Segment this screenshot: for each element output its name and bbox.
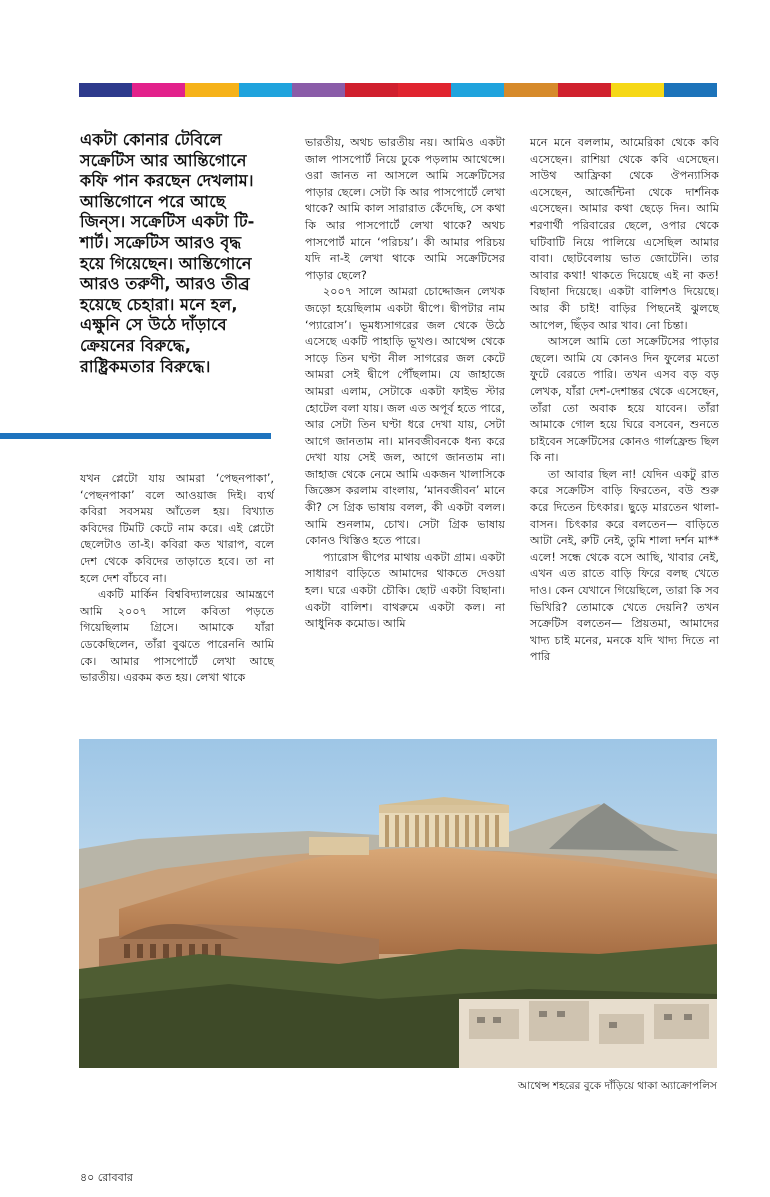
paragraph: মনে মনে বললাম, আমেরিকা থেকে কবি এসেছেন। রাশিয়া থেকে কবি এসেছেন। সাউথ আফ্রিকা থেকে ঔপন্যাসিক এসেছেন, আর্জেন্টিনা থেকে দার্শনিক এসেছেন। আমার কথা ছেড়ে দিন। আমি শরণার্থী পরিবারের ছেলে, ওপার থেকে ঘটিবাটি নিয়ে পালিয়ে এসেছিল আমার বাবা। ছোটবেলায় ভাত জোটেনি। তার আবার কথা! থাকতে দিয়েছে এই না কত! বিছানা দিয়েছে। একটা বালিশও দিয়েছে। আর কী চাই! বাড়ির পিছনেই ঝুলছে আপেল, ছিঁড়ব আর খাব। নো চিন্তা। [530, 136, 719, 332]
color-strip-segment [132, 83, 185, 97]
column-2 [305, 135, 505, 633]
color-strip-segment [398, 83, 451, 97]
pull-quote-rule [0, 433, 271, 439]
paragraph: প্যারোস দ্বীপের মাথায় একটা গ্রাম। একটা সাধারণ বাড়িতে আমাদের থাকতে দেওয়া হল। ঘরে একটা চৌকি। ছোট একটা বিছানা। একটা বালিশ। বাথরুমে একটা কল। না আধুনিক কমোড। আমি [305, 550, 505, 631]
paragraph: ভারতীয়, অথচ ভারতীয় নয়। আমিও একটা জাল পাসপোর্ট নিয়ে ঢুকে পড়লাম আথেন্সে। ওরা জানত না আসলে আমি সক্রেটিসের পাড়ার ছেলে। সেটা কি আর পাসপোর্টে লেখা থাকে? আমি কাল সারারাত কেঁদেছি, সে কথা কি আর পাসপোর্টে লেখা থাকে? অথচ পাসপোর্ট মানে ‘পরিচয়’। কী আমার পরিচয় যদি না-ই লেখা থাকে আমি সক্রেটিসের পাড়ার ছেলে? [305, 136, 505, 282]
color-strip-segment [345, 83, 398, 97]
color-strip-segment [664, 83, 717, 97]
page-folio: ৪০ রোববার [80, 1171, 133, 1184]
column-1 [80, 471, 274, 687]
paragraph: তা আবার ছিল না! যেদিন একটু রাত করে সক্রেটিস বাড়ি ফিরতেন, বউ শুরু করে দিতেন চিৎকার। ছুড়ে মারতেন থালা-বাসন। চিৎকার করে বলতেন— বাড়িতে আটা নেই, রুটি নেই, তুমি শালা দর্শন মা** এলে! সন্ধে থেকে বসে আছি, খাবার নেই, এখন এত রাতে বাড়ি ফিরে বলছ খেতে দাও। কেন যেখানে গিয়েছিলে, তারা কি সব ভিখিরি? তোমাকে খেতে দেয়নি? তখন সক্রেটিস বলতেন— প্রিয়তমা, আমাদের খাদ্য চাই মনের, মনকে যদি খাদ্য দিতে না পারি [530, 467, 719, 664]
pull-quote: একটা কোনার টেবিলে সক্রেটিস আর আন্তিগোনে কফি পান করছেন দেখলাম। আন্তিগোনে পরে আছে জিন্‌স। সক্রেটিস একটা টি-শার্ট। সক্রেটিস আরও বৃদ্ধ হয়ে গিয়েছেন। আন্তিগোনে আরও তরুণী, আরও তীব্র হয়েছে চেহারা। মনে হল, এক্ষুনি সে উঠে দাঁড়াবে ক্রেয়নের বিরুদ্ধে, রাষ্ট্রিকমতার বিরুদ্ধে। [80, 130, 255, 376]
paragraph: ২০০৭ সালে আমরা চোদ্দোজন লেখক জড়ো হয়েছিলাম একটা দ্বীপে। দ্বীপটার নাম ‘প্যারোস’। ভূমধ্যসাগরের জল থেকে উঠে এসেছে একটি পাহাড়ি ভূখণ্ড। আথেন্স থেকে সাড়ে তিন ঘণ্টা নীল সাগরের জল কেটে আমরা সেই দ্বীপে পৌঁছলাম। যে জাহাজে আমরা এলাম, সেটাকে একটা ফাইভ স্টার হোটেল বলা যায়। জল এত অপূর্ব হতে পারে, আর সেটা তিন ঘণ্টা ধরে দেখা যায়, সেটা আগে জানতাম না। মানবজীবনকে ধন্য করে দেখা যায় সেই জল, আগে জানতাম না। জাহাজ থেকে নেমে আমি একজন খালাসিকে জিজ্ঞেস করলাম বাংলায়, ‘মানবজীবন’ মানে কী? সে গ্রিক ভাষায় বলল, কী একটা বলল। আমি শুনলাম, চোখ। সেটা গ্রিক ভাষায় কোনও খিস্তিও হতে পারে। [305, 285, 505, 548]
color-strip-segment [185, 83, 238, 97]
color-strip-segment [292, 83, 345, 97]
column-3 [530, 135, 719, 666]
color-strip-segment [558, 83, 611, 97]
color-strip-segment [451, 83, 504, 97]
color-strip-segment [504, 83, 557, 97]
acropolis-photo [79, 739, 717, 1068]
color-strip-segment [611, 83, 664, 97]
paragraph: একটি মার্কিন বিশ্ববিদ্যালয়ের আমন্ত্রণে আমি ২০০৭ সালে কবিতা পড়তে গিয়েছিলাম গ্রিসে। আমাকে যাঁরা ডেকেছিলেন, তাঁরা বুঝতে পারেননি আমি কে। আমার পাসপোর্টে লেখা আছে ভারতীয়। এরকম কত হয়। লেখা থাকে [80, 588, 274, 685]
color-strip-segment [79, 83, 132, 97]
color-strip [79, 83, 717, 97]
paragraph: যখন প্লেটো যায় আমরা ‘পেছনপাকা’, ‘পেছনপাকা’ বলে আওয়াজ দিই। ব্যর্থ কবিরা সবসময় আঁতেল হয়। বিখ্যাত কবিদের টিমটি কেটে নাম করে। এই প্লেটো ছেলেটাও তা-ই। কবিরা কত খারাপ, বলে দেশ থেকে কবিদের তাড়াতে হবে। তা না হলে দেশ বাঁচবে না। [80, 472, 274, 585]
color-strip-segment [239, 83, 292, 97]
photo-caption: আথেন্স শহরের বুকে দাঁড়িয়ে থাকা অ্যাক্রোপলিস [518, 1080, 717, 1092]
paragraph: আসলে আমি তো সক্রেটিসের পাড়ার ছেলে। আমি যে কোনও দিন ফুলের মতো ফুটে বেরতে পারি। তখন এসব বড় বড় লেখক, যাঁরা দেশ-দেশান্তর থেকে এসেছেন, তাঁরা তো অবাক হয়ে যাবেন। তাঁরা আমাকে গোল হয়ে ঘিরে বসবেন, শুনতে চাইবেন সক্রেটিসের কোনও গার্লফ্রেন্ড ছিল কি না। [530, 335, 719, 465]
